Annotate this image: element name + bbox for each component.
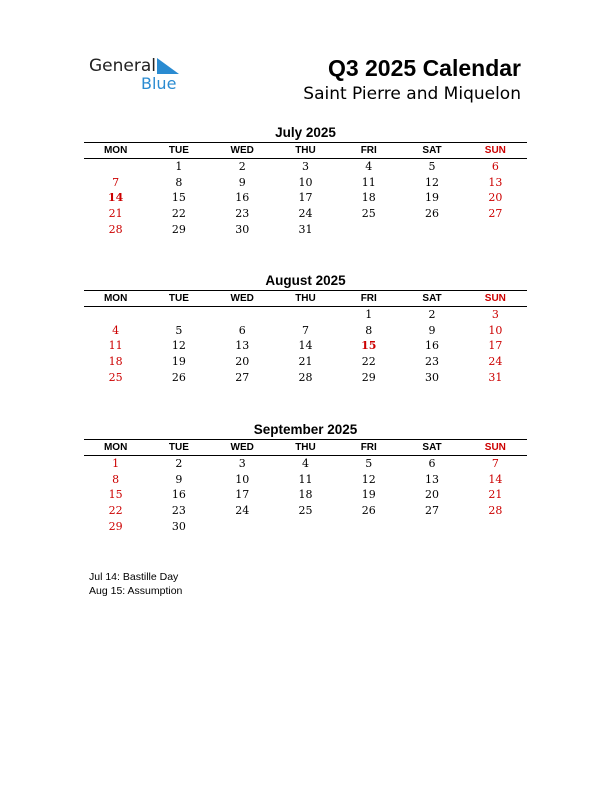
day-cell: 15 xyxy=(361,339,377,353)
day-cell xyxy=(211,518,274,534)
day-cell: 8 xyxy=(175,175,183,189)
week-row xyxy=(84,323,527,339)
day-cell xyxy=(337,518,400,534)
weekday-header: SAT xyxy=(400,143,463,159)
day-cell: 27 xyxy=(235,370,250,384)
brand-logo xyxy=(89,56,189,96)
day-cell: 27 xyxy=(425,504,440,518)
logo-word-general: General xyxy=(89,56,156,76)
day-cell: 22 xyxy=(171,207,186,221)
weekday-header: THU xyxy=(274,143,337,159)
logo-word-blue: Blue xyxy=(141,74,177,93)
day-cell xyxy=(211,307,274,323)
weekday-header: FRI xyxy=(337,143,400,159)
day-cell: 29 xyxy=(108,519,123,533)
day-cell: 11 xyxy=(108,339,123,353)
day-cell: 1 xyxy=(112,457,120,471)
day-cell: 13 xyxy=(235,339,250,353)
weekday-header: SAT xyxy=(400,440,463,456)
calendar-grid xyxy=(84,142,527,237)
day-cell: 5 xyxy=(428,160,436,174)
week-row xyxy=(84,518,527,534)
week-row xyxy=(84,159,527,175)
day-cell: 25 xyxy=(108,370,123,384)
day-cell: 25 xyxy=(298,504,313,518)
weekday-header: TUE xyxy=(147,440,210,456)
week-row xyxy=(84,472,527,488)
day-cell: 28 xyxy=(488,504,503,518)
day-cell: 21 xyxy=(298,355,313,369)
month-title: July 2025 xyxy=(275,125,336,140)
day-cell: 14 xyxy=(488,472,503,486)
weekday-header: WED xyxy=(211,291,274,307)
day-cell: 16 xyxy=(425,339,440,353)
week-row xyxy=(84,369,527,385)
day-cell: 16 xyxy=(235,191,250,205)
week-row xyxy=(84,307,527,323)
weekday-header: MON xyxy=(84,291,147,307)
day-cell: 31 xyxy=(488,370,503,384)
month-title: August 2025 xyxy=(265,273,346,288)
day-cell: 21 xyxy=(488,488,503,502)
day-cell: 13 xyxy=(425,472,440,486)
logo-triangle-icon xyxy=(157,58,179,74)
day-cell: 6 xyxy=(238,323,246,337)
holiday-notes xyxy=(89,570,182,598)
day-cell: 30 xyxy=(171,519,186,533)
day-cell: 27 xyxy=(488,207,503,221)
day-cell xyxy=(400,518,463,534)
day-cell: 28 xyxy=(298,370,313,384)
day-cell: 4 xyxy=(365,160,373,174)
weekday-header: SUN xyxy=(464,291,527,307)
calendar-grid xyxy=(84,439,527,534)
day-cell xyxy=(274,518,337,534)
day-cell: 12 xyxy=(361,472,376,486)
day-cell: 7 xyxy=(491,457,499,471)
day-cell: 20 xyxy=(488,191,503,205)
week-row xyxy=(84,175,527,191)
day-cell: 11 xyxy=(298,472,313,486)
day-cell: 9 xyxy=(428,323,436,337)
calendar-grid xyxy=(84,290,527,385)
day-cell: 18 xyxy=(108,355,123,369)
day-cell: 22 xyxy=(108,504,123,518)
day-cell: 10 xyxy=(488,323,503,337)
day-cell: 6 xyxy=(491,160,499,174)
day-cell: 3 xyxy=(238,457,246,471)
day-cell xyxy=(147,307,210,323)
week-row xyxy=(84,354,527,370)
day-cell: 19 xyxy=(425,191,440,205)
day-cell: 15 xyxy=(171,191,186,205)
day-cell xyxy=(464,221,527,237)
weekday-header: WED xyxy=(211,143,274,159)
holiday-note: Jul 14: Bastille Day xyxy=(89,571,179,583)
day-cell xyxy=(464,518,527,534)
day-cell: 3 xyxy=(491,308,499,322)
day-cell: 7 xyxy=(112,175,120,189)
day-cell: 30 xyxy=(425,370,440,384)
day-cell xyxy=(274,307,337,323)
weekday-header: SUN xyxy=(464,143,527,159)
day-cell: 11 xyxy=(361,175,376,189)
day-cell: 9 xyxy=(238,175,246,189)
day-cell xyxy=(337,221,400,237)
day-cell: 30 xyxy=(235,222,250,236)
day-cell xyxy=(84,159,147,175)
month-september xyxy=(84,421,527,534)
day-cell: 23 xyxy=(171,504,186,518)
week-row xyxy=(84,190,527,206)
day-cell: 20 xyxy=(235,355,250,369)
day-cell xyxy=(400,221,463,237)
weekday-header: SUN xyxy=(464,440,527,456)
day-cell: 24 xyxy=(488,355,503,369)
day-cell: 10 xyxy=(298,175,313,189)
day-cell: 6 xyxy=(428,457,436,471)
weekday-header: FRI xyxy=(337,291,400,307)
day-cell: 22 xyxy=(361,355,376,369)
weekday-header: SAT xyxy=(400,291,463,307)
week-row xyxy=(84,487,527,503)
day-cell: 4 xyxy=(301,457,309,471)
weekday-header: THU xyxy=(274,291,337,307)
day-cell: 23 xyxy=(235,207,250,221)
holiday-note: Aug 15: Assumption xyxy=(89,585,183,597)
day-cell: 2 xyxy=(428,308,436,322)
day-cell: 8 xyxy=(365,323,373,337)
day-cell xyxy=(84,307,147,323)
day-cell: 17 xyxy=(298,191,313,205)
day-cell: 7 xyxy=(301,323,309,337)
day-cell: 15 xyxy=(108,488,123,502)
day-cell: 14 xyxy=(107,191,124,205)
day-cell: 2 xyxy=(238,160,246,174)
day-cell: 14 xyxy=(298,339,313,353)
weekday-header: MON xyxy=(84,143,147,159)
month-august xyxy=(84,272,527,385)
day-cell: 18 xyxy=(361,191,376,205)
day-cell: 1 xyxy=(365,308,373,322)
day-cell: 24 xyxy=(298,207,313,221)
day-cell: 19 xyxy=(171,355,186,369)
day-cell: 18 xyxy=(298,488,313,502)
day-cell: 26 xyxy=(171,370,186,384)
weekday-header: FRI xyxy=(337,440,400,456)
day-cell: 3 xyxy=(301,160,309,174)
day-cell: 13 xyxy=(488,175,503,189)
week-row xyxy=(84,221,527,237)
day-cell: 28 xyxy=(108,222,123,236)
day-cell: 25 xyxy=(361,207,376,221)
day-cell: 4 xyxy=(112,323,120,337)
day-cell: 2 xyxy=(175,457,183,471)
day-cell: 21 xyxy=(108,207,123,221)
day-cell: 10 xyxy=(235,472,250,486)
month-title: September 2025 xyxy=(253,422,358,437)
day-cell: 29 xyxy=(361,370,376,384)
weekday-header: MON xyxy=(84,440,147,456)
day-cell: 26 xyxy=(361,504,376,518)
day-cell: 12 xyxy=(171,339,186,353)
day-cell: 20 xyxy=(425,488,440,502)
weekday-header: TUE xyxy=(147,143,210,159)
day-cell: 23 xyxy=(425,355,440,369)
day-cell: 1 xyxy=(175,160,183,174)
page-subtitle: Saint Pierre and Miquelon xyxy=(303,84,521,104)
week-row xyxy=(84,206,527,222)
day-cell: 5 xyxy=(175,323,183,337)
day-cell: 29 xyxy=(171,222,186,236)
day-cell: 5 xyxy=(365,457,373,471)
page-title: Q3 2025 Calendar xyxy=(327,55,521,81)
day-cell: 16 xyxy=(171,488,186,502)
month-july xyxy=(84,124,527,237)
week-row xyxy=(84,338,527,354)
week-row xyxy=(84,503,527,519)
day-cell: 31 xyxy=(298,222,313,236)
day-cell: 26 xyxy=(425,207,440,221)
weekday-header: THU xyxy=(274,440,337,456)
week-row xyxy=(84,456,527,472)
day-cell: 17 xyxy=(235,488,250,502)
day-cell: 8 xyxy=(112,472,120,486)
weekday-header: WED xyxy=(211,440,274,456)
weekday-header: TUE xyxy=(147,291,210,307)
day-cell: 17 xyxy=(488,339,503,353)
day-cell: 19 xyxy=(361,488,376,502)
day-cell: 9 xyxy=(175,472,183,486)
day-cell: 12 xyxy=(425,175,440,189)
day-cell: 24 xyxy=(235,504,250,518)
